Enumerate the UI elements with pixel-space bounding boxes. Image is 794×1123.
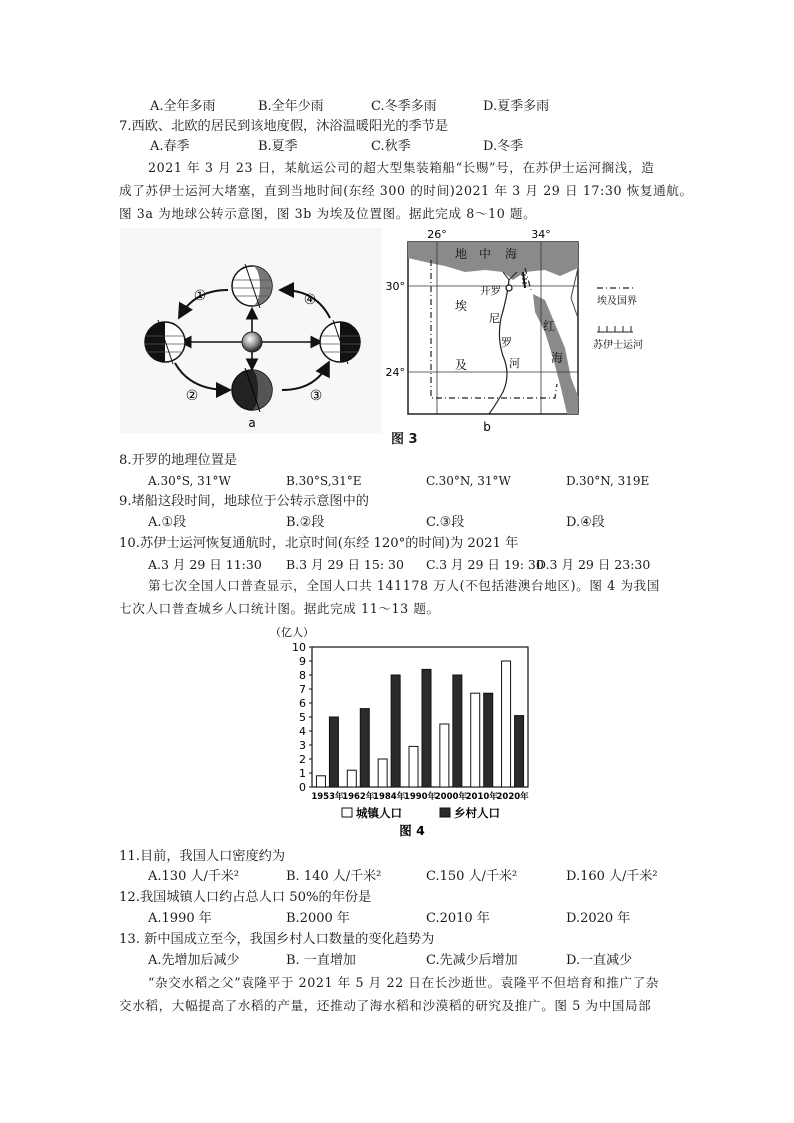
- y-tick-label: 3: [299, 739, 306, 752]
- bar-rural-1962年: [360, 709, 369, 787]
- bar-rural-1990年: [422, 669, 431, 787]
- chart-y-unit-label: （亿人）: [270, 626, 314, 639]
- figure3a-revolution-diagram: [120, 228, 382, 433]
- bar-rural-2010年: [484, 693, 493, 787]
- egypt-char-2: 及: [455, 358, 468, 372]
- y-tick-label: 7: [299, 683, 306, 696]
- sun-icon: [242, 332, 262, 352]
- passage2-line2: 七次人口普查城乡人口统计图。据此完成 11～13 题。: [119, 601, 440, 616]
- passage2-line1: 第七次全国人口普查显示，全国人口共 141178 万人(不包括港澳台地区)。图 4 为我国: [148, 578, 660, 593]
- y-tick-label: 1: [299, 767, 306, 780]
- x-tick-label: 1953年: [311, 792, 344, 802]
- lat-label-24: 24°: [385, 366, 405, 379]
- q13-stem: 13. 新中国成立至今，我国乡村人口数量的变化趋势为: [119, 932, 435, 947]
- segment-label-1: ①: [193, 288, 207, 304]
- bar-rural-2020年: [515, 716, 524, 787]
- med-sea-char-3: 海: [505, 247, 518, 261]
- chart-plot-area: [312, 647, 528, 787]
- y-tick-label: 6: [299, 697, 306, 710]
- legend-rural-swatch: [440, 808, 450, 817]
- q12-stem: 12.我国城镇人口约占总人口 50%的年份是: [119, 890, 372, 905]
- x-tick-label: 1990年: [403, 792, 437, 802]
- q11-option-a: A.130 人/千米²: [148, 869, 240, 884]
- legend-canal-symbol: [597, 326, 633, 332]
- bar-urban-2000年: [440, 724, 449, 787]
- figure3-caption: 图 3: [391, 432, 418, 447]
- bar-urban-1990年: [409, 746, 418, 787]
- q12-option-d: D.2020 年: [566, 911, 631, 926]
- segment-label-4: ④: [303, 292, 317, 308]
- cairo-label: 开罗: [480, 285, 501, 297]
- x-tick-label: 1962年: [342, 792, 375, 802]
- q10-option-c: C.3 月 29 日 19: 30: [426, 557, 544, 572]
- q8-option-c: C.30°N, 31°W: [426, 474, 511, 488]
- legend-border-label: 埃及国界: [597, 296, 637, 307]
- y-tick-label: 10: [292, 641, 306, 654]
- legend-canal-label: 苏伊士运河: [593, 340, 643, 351]
- q13-option-b: B. 一直增加: [286, 953, 356, 968]
- y-tick-label: 0: [299, 781, 306, 794]
- figure3a-label: a: [248, 416, 256, 430]
- q7-option-c: C.秋季: [371, 139, 411, 154]
- bar-urban-1984年: [378, 759, 387, 787]
- q9-option-d: D.④段: [566, 515, 605, 530]
- q11-option-b: B. 140 人/千米²: [286, 869, 382, 884]
- bar-urban-2020年: [502, 661, 511, 787]
- x-tick-label: 1984年: [373, 792, 406, 802]
- q7-stem: 7.西欧、北欧的居民到该地度假，沐浴温暖阳光的季节是: [119, 119, 449, 134]
- passage1-line2: 成了苏伊士运河大堵塞，直到当地时间(东经 300 的时间)2021 年 3 月 29 日 17:30 恢复通航。: [119, 183, 693, 198]
- bar-rural-2000年: [453, 675, 462, 787]
- figure3b-egypt-map: [385, 228, 685, 438]
- segment-label-3: ③: [309, 388, 323, 404]
- passage1-line3: 图 3a 为地球公转示意图，图 3b 为埃及位置图。据此完成 8～10 题。: [119, 206, 537, 221]
- nile-char-1: 尼: [489, 312, 500, 325]
- figure4-population-chart: [262, 622, 542, 840]
- q8-stem: 8.开罗的地理位置是: [119, 453, 238, 468]
- q6-option-d: D.夏季多雨: [483, 99, 550, 114]
- q8-option-d: D.30°N, 319E: [566, 474, 650, 488]
- q7-option-d: D.冬季: [483, 139, 524, 154]
- passage1-line1: 2021 年 3 月 23 日，某航运公司的超大型集装箱船“长赐”号，在苏伊士运河搁浅，造: [148, 160, 655, 175]
- y-tick-label: 8: [299, 669, 306, 682]
- q12-option-a: A.1990 年: [148, 911, 212, 926]
- q8-option-a: A.30°S, 31°W: [148, 474, 231, 488]
- bar-urban-1962年: [347, 770, 356, 787]
- q9-stem: 9.堵船这段时间，地球位于公转示意图中的: [119, 494, 369, 509]
- q9-option-a: A.①段: [148, 515, 187, 530]
- q8-option-b: B.30°S,31°E: [286, 474, 362, 488]
- bar-urban-2010年: [471, 693, 480, 787]
- x-tick-label: 2000年: [434, 792, 467, 802]
- q10-option-d: D.3 月 29 日 23:30: [536, 557, 651, 572]
- q9-option-c: C.③段: [426, 515, 465, 530]
- bar-rural-1953年: [329, 717, 338, 787]
- med-sea-char-1: 地: [455, 247, 468, 261]
- red-sea-char-2: 海: [551, 351, 564, 365]
- q12-option-c: C.2010 年: [426, 911, 490, 926]
- q6-option-b: B.全年少雨: [258, 99, 324, 114]
- lon-label-34: 34°: [531, 228, 551, 241]
- q11-option-c: C.150 人/千米²: [426, 869, 518, 884]
- q11-stem: 11.目前，我国人口密度约为: [119, 849, 286, 864]
- egypt-char-1: 埃: [455, 299, 468, 313]
- lat-label-30: 30°: [385, 280, 405, 293]
- q10-stem: 10.苏伊士运河恢复通航时，北京时间(东经 120°的时间)为 2021 年: [119, 536, 519, 551]
- q12-option-b: B.2000 年: [286, 911, 350, 926]
- y-tick-label: 5: [299, 711, 306, 724]
- lon-label-26: 26°: [427, 228, 447, 241]
- segment-label-2: ②: [185, 388, 199, 404]
- figure4-caption: 图 4: [399, 823, 425, 838]
- red-sea-char-1: 红: [543, 319, 556, 333]
- y-tick-label: 4: [299, 725, 306, 738]
- q13-option-c: C.先减少后增加: [426, 953, 518, 968]
- bar-rural-1984年: [391, 675, 400, 787]
- q9-option-b: B.②段: [286, 515, 325, 530]
- passage3-line1: “杂交水稻之父”袁隆平于 2021 年 5 月 22 日在长沙逝世。袁隆平不但培育和推广了杂: [148, 975, 659, 990]
- med-sea-char-2: 中: [479, 247, 492, 261]
- x-tick-label: 2010年: [465, 792, 498, 802]
- q13-option-a: A.先增加后减少: [148, 953, 240, 968]
- y-tick-label: 2: [299, 753, 306, 766]
- legend-urban-swatch: [342, 808, 352, 817]
- passage3-line2: 交水稻，大幅提高了水稻的产量，还推动了海水稻和沙漠稻的研究及推广。图 5 为中国局部: [119, 998, 652, 1013]
- nile-char-3: 河: [509, 357, 520, 370]
- x-tick-label: 2020年: [496, 792, 529, 802]
- nile-char-2: 罗: [501, 336, 512, 349]
- legend-rural-label: 乡村人口: [454, 806, 500, 820]
- q7-option-b: B.夏季: [258, 139, 298, 154]
- q10-option-a: A.3 月 29 日 11:30: [148, 557, 262, 572]
- cairo-marker: [506, 285, 512, 291]
- q6-option-a: A.全年多雨: [150, 99, 216, 114]
- q11-option-d: D.160 人/千米²: [566, 869, 658, 884]
- q7-option-a: A.春季: [150, 139, 190, 154]
- q13-option-d: D.一直减少: [566, 953, 633, 968]
- y-tick-label: 9: [299, 655, 306, 668]
- figure3b-label: b: [483, 420, 491, 434]
- q10-option-b: B.3 月 29 日 15: 30: [286, 557, 404, 572]
- legend-urban-label: 城镇人口: [356, 806, 402, 820]
- bar-urban-1953年: [316, 776, 325, 787]
- q6-option-c: C.冬季多雨: [371, 99, 437, 114]
